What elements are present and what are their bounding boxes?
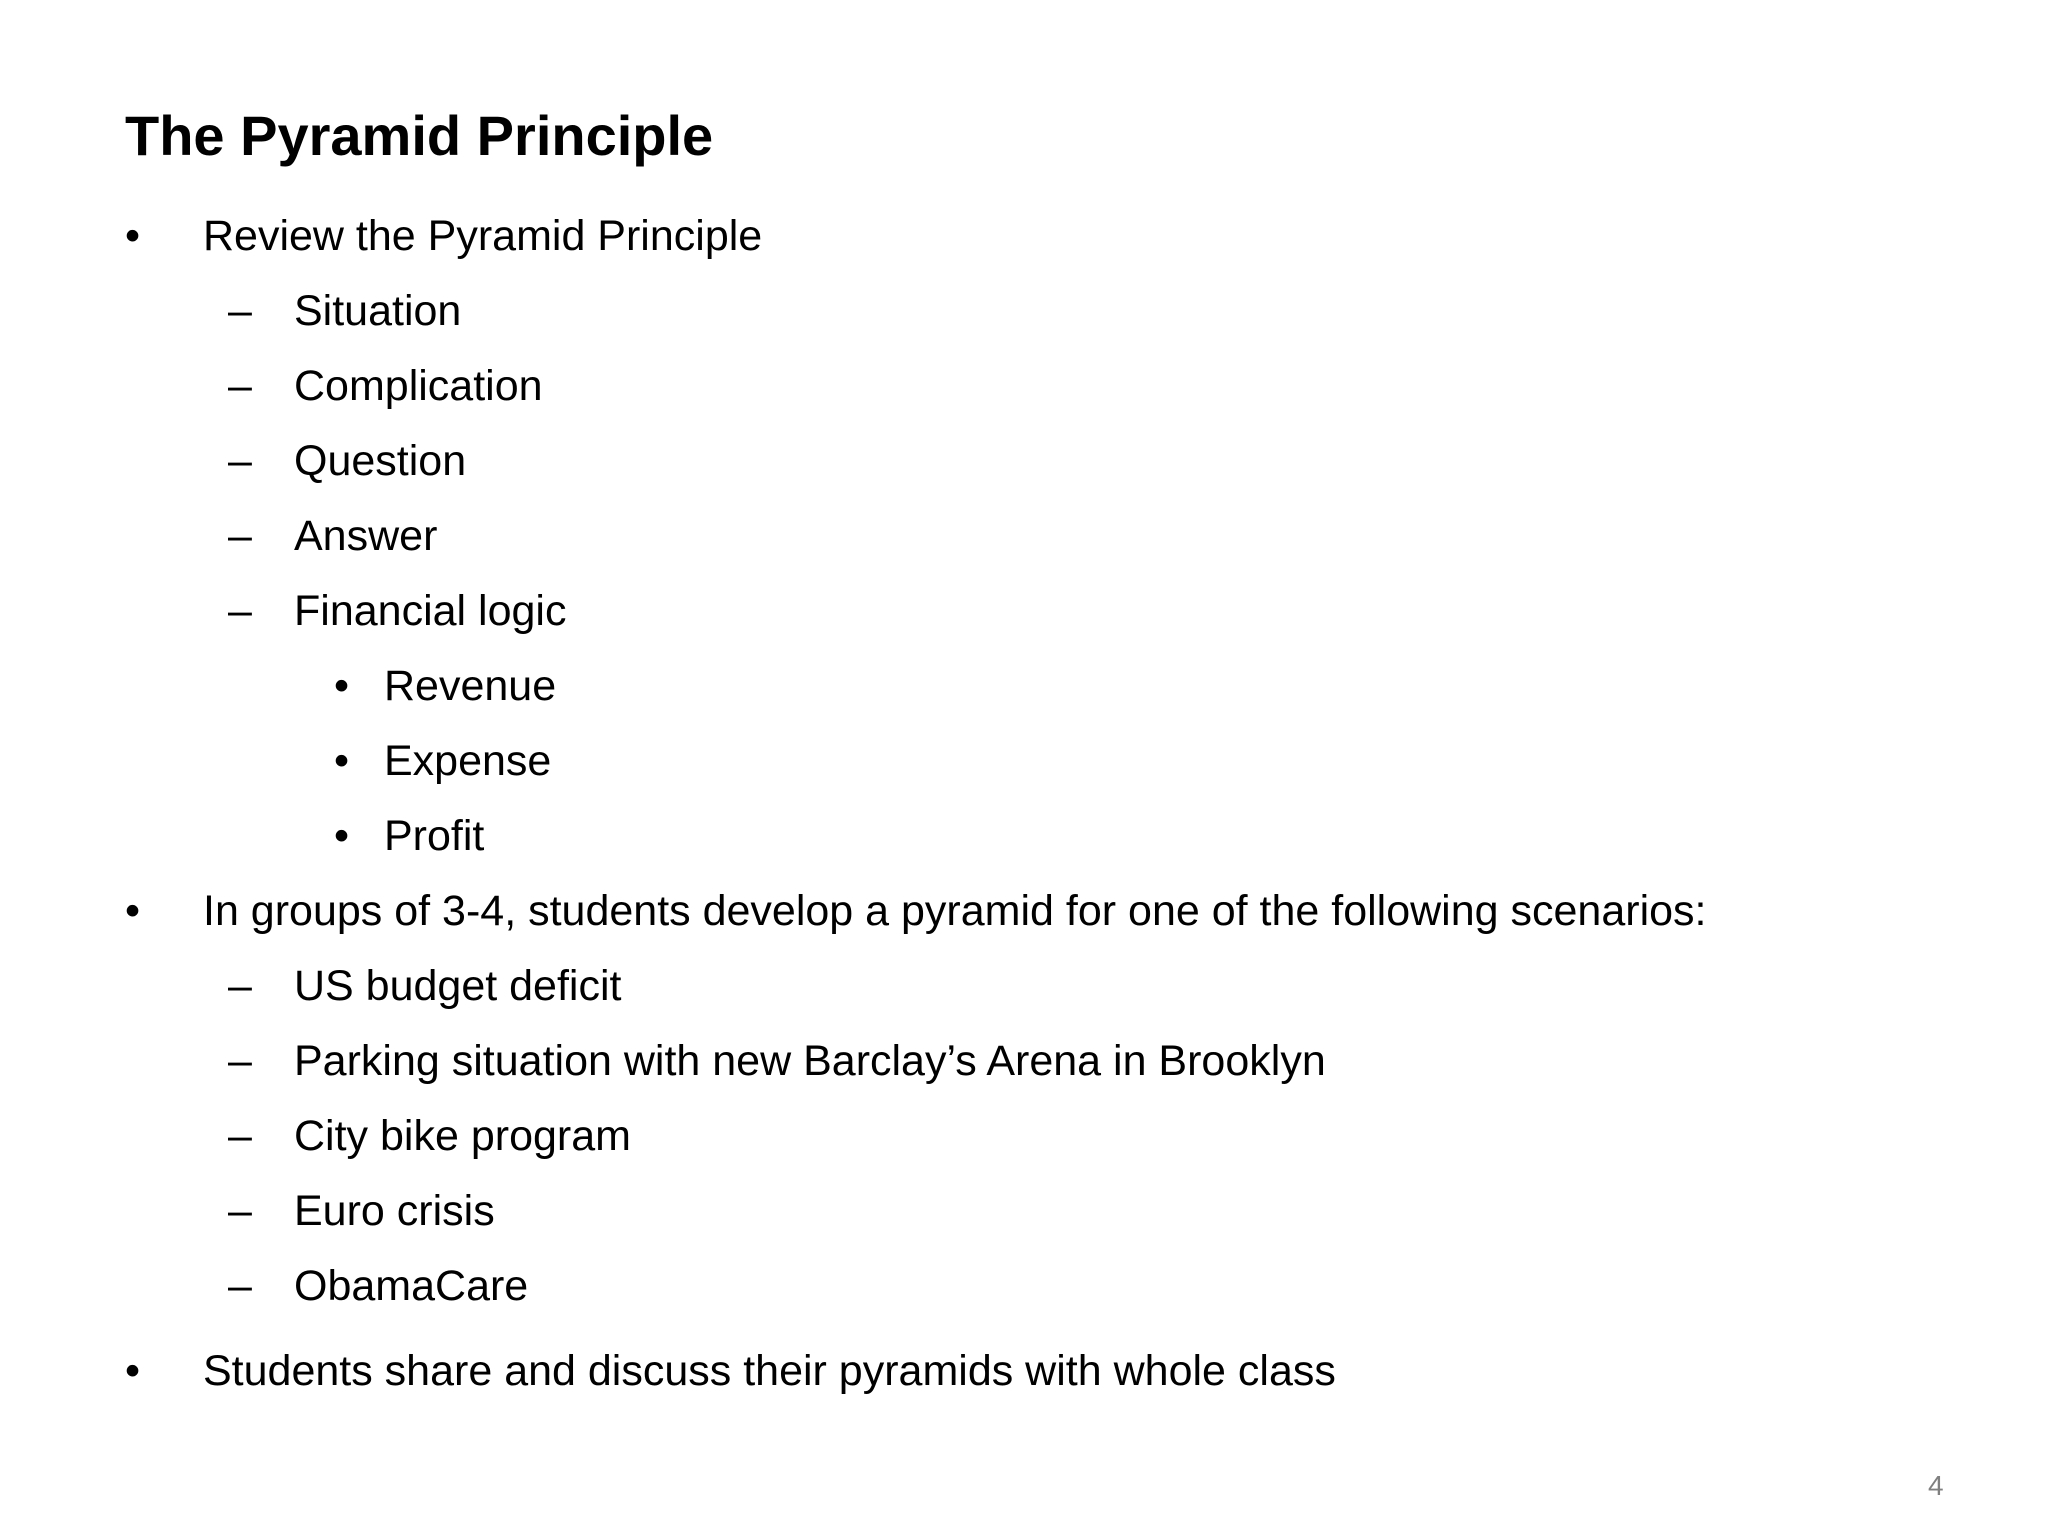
sub-item-situation: Situation: [294, 287, 462, 335]
dash-marker: –: [228, 1187, 252, 1235]
bullet-marker: •: [125, 887, 141, 935]
scenario-city-bike-program: City bike program: [294, 1112, 631, 1160]
sub-sub-item-profit: Profit: [384, 812, 485, 860]
dash-marker: –: [228, 512, 252, 560]
dash-marker: –: [228, 287, 252, 335]
bullet-marker: •: [125, 212, 141, 260]
dash-marker: –: [228, 1112, 252, 1160]
dash-marker: –: [228, 1262, 252, 1310]
dash-marker: –: [228, 437, 252, 485]
page-number: 4: [1928, 1470, 1944, 1501]
scenario-us-budget-deficit: US budget deficit: [294, 962, 622, 1010]
slide-title: The Pyramid Principle: [125, 104, 714, 167]
bullet-marker: •: [334, 737, 350, 785]
sub-sub-item-expense: Expense: [384, 737, 552, 785]
dash-marker: –: [228, 962, 252, 1010]
sub-item-answer: Answer: [294, 512, 438, 560]
scenario-parking-situation: Parking situation with new Barclay’s Arena in Brooklyn: [294, 1037, 1326, 1085]
bullet-marker: •: [125, 1347, 141, 1395]
bullet-marker: •: [334, 812, 350, 860]
sub-item-question: Question: [294, 437, 467, 485]
scenario-obamacare: ObamaCare: [294, 1262, 529, 1310]
dash-marker: –: [228, 1037, 252, 1085]
bullet-groups-scenarios: In groups of 3-4, students develop a pyramid for one of the following scenarios:: [203, 887, 1707, 935]
sub-sub-item-revenue: Revenue: [384, 662, 557, 710]
bullet-review-pyramid: Review the Pyramid Principle: [203, 212, 763, 260]
sub-item-complication: Complication: [294, 362, 543, 410]
dash-marker: –: [228, 362, 252, 410]
scenario-euro-crisis: Euro crisis: [294, 1187, 495, 1235]
bullet-students-share: Students share and discuss their pyramids with whole class: [203, 1347, 1336, 1395]
dash-marker: –: [228, 587, 252, 635]
bullet-marker: •: [334, 662, 350, 710]
sub-item-financial-logic: Financial logic: [294, 587, 567, 635]
